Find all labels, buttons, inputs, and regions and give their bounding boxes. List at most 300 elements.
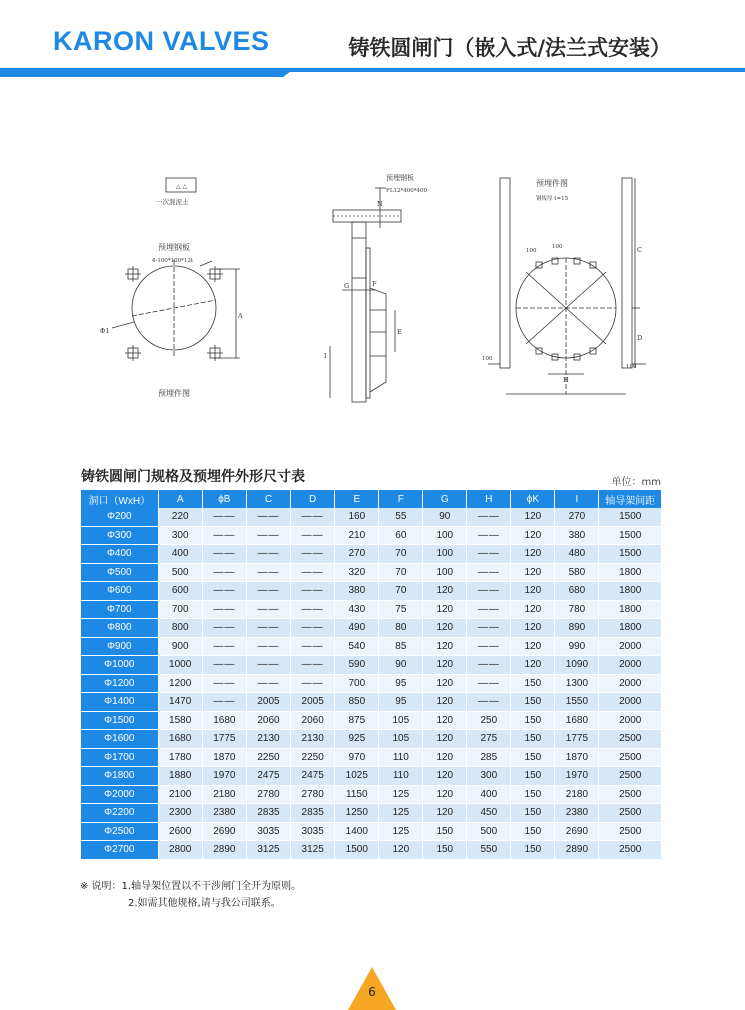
- col-header-e: E: [335, 490, 379, 508]
- table-cell: ——: [291, 637, 335, 656]
- table-cell: 150: [511, 785, 555, 804]
- table-cell: 990: [555, 637, 599, 656]
- table-row: [81, 526, 662, 545]
- table-cell: 1580: [158, 711, 202, 730]
- table-cell: ——: [467, 582, 511, 601]
- table-cell-opening: Φ2000: [81, 785, 158, 804]
- table-cell: 150: [511, 693, 555, 712]
- table-cell: 105: [379, 730, 423, 749]
- table-cell: 2000: [599, 637, 662, 656]
- dim-phi: Φ1: [100, 327, 110, 335]
- col-header-g: G: [423, 490, 467, 508]
- label-plate-top-spec: FL12*400*400: [386, 188, 427, 194]
- front-elevation-view: [488, 178, 646, 394]
- table-cell: 1800: [599, 600, 662, 619]
- table-cell: 1800: [599, 619, 662, 638]
- table-cell: 2835: [291, 804, 335, 823]
- table-cell: 120: [511, 545, 555, 564]
- table-cell: 275: [467, 730, 511, 749]
- table-cell: ——: [467, 600, 511, 619]
- table-cell-opening: Φ500: [81, 563, 158, 582]
- table-cell: 1300: [555, 674, 599, 693]
- table-row: [81, 600, 662, 619]
- page-title: 铸铁圆闸门（嵌入式/法兰式安装）: [348, 36, 671, 60]
- table-cell: 600: [158, 582, 202, 601]
- table-cell: 2780: [291, 785, 335, 804]
- table-cell: 150: [511, 674, 555, 693]
- note-line-1: ※ 说明：1.轴导架位置以不干涉闸门全开为原则。: [80, 881, 302, 892]
- label-plate-spec: 4-100*100*12t: [152, 258, 194, 264]
- table-cell: 270: [555, 508, 599, 526]
- table-row: [81, 582, 662, 601]
- table-cell: ——: [246, 526, 290, 545]
- table-cell: 150: [423, 822, 467, 841]
- table-cell: ——: [291, 582, 335, 601]
- table-cell: ——: [246, 563, 290, 582]
- table-cell-opening: Φ700: [81, 600, 158, 619]
- table-cell: 2130: [246, 730, 290, 749]
- table-cell: 1775: [202, 730, 246, 749]
- table-cell: ——: [467, 656, 511, 675]
- table-cell: ——: [246, 508, 290, 526]
- dim-c: C: [637, 246, 642, 254]
- table-cell-opening: Φ1600: [81, 730, 158, 749]
- table-cell: 85: [379, 637, 423, 656]
- table-cell: 95: [379, 674, 423, 693]
- table-cell: 3035: [291, 822, 335, 841]
- dim-100-right: 100: [626, 364, 637, 370]
- header-accent-wedge: [0, 68, 295, 77]
- table-cell-opening: Φ600: [81, 582, 158, 601]
- table-cell: 160: [335, 508, 379, 526]
- table-cell: 110: [379, 748, 423, 767]
- table-row: [81, 711, 662, 730]
- table-header-row: [81, 490, 662, 508]
- table-cell: 2380: [202, 804, 246, 823]
- table-cell: 380: [555, 526, 599, 545]
- table-cell: 580: [555, 563, 599, 582]
- table-row: [81, 730, 662, 749]
- page-number: 6: [368, 985, 376, 999]
- table-cell: ——: [467, 526, 511, 545]
- table-cell: 2835: [246, 804, 290, 823]
- table-cell: ——: [291, 508, 335, 526]
- table-cell: 70: [379, 545, 423, 564]
- label-thickness: 钢板厚 t=15: [536, 196, 569, 202]
- table-cell: 1970: [202, 767, 246, 786]
- table-cell: ——: [246, 619, 290, 638]
- table-cell: ——: [202, 693, 246, 712]
- table-cell: 1025: [335, 767, 379, 786]
- table-row: [81, 545, 662, 564]
- table-cell: 1000: [158, 656, 202, 675]
- table-cell: ——: [246, 545, 290, 564]
- table-row: [81, 785, 662, 804]
- table-cell: 2180: [202, 785, 246, 804]
- table-cell: 1870: [202, 748, 246, 767]
- dim-e: E: [397, 328, 402, 336]
- table-cell-opening: Φ1000: [81, 656, 158, 675]
- anchor-plate-tl: [125, 266, 141, 282]
- table-cell: ——: [246, 656, 290, 675]
- table-cell: 125: [379, 804, 423, 823]
- table-cell: ——: [202, 656, 246, 675]
- table-cell: 1500: [335, 841, 379, 860]
- table-cell-opening: Φ400: [81, 545, 158, 564]
- table-cell: 120: [423, 767, 467, 786]
- table-cell: 100: [423, 545, 467, 564]
- table-cell: 2250: [291, 748, 335, 767]
- table-cell: 2000: [599, 693, 662, 712]
- table-cell: 125: [379, 785, 423, 804]
- table-cell: 70: [379, 582, 423, 601]
- table-title: 铸铁圆闸门规格及预埋件外形尺寸表: [81, 469, 305, 485]
- table-cell: 890: [555, 619, 599, 638]
- table-cell: 300: [467, 767, 511, 786]
- table-cell: 970: [335, 748, 379, 767]
- table-cell: 380: [335, 582, 379, 601]
- table-cell: 120: [511, 563, 555, 582]
- table-cell-opening: Φ1800: [81, 767, 158, 786]
- company-logo: KARON VALVES: [53, 26, 270, 56]
- table-cell: 120: [511, 582, 555, 601]
- table-cell: ——: [291, 674, 335, 693]
- table-cell: 120: [511, 526, 555, 545]
- table-cell: 2180: [555, 785, 599, 804]
- table-cell: 1150: [335, 785, 379, 804]
- dim-d: D: [637, 334, 643, 342]
- table-cell: 2890: [202, 841, 246, 860]
- table-cell-opening: Φ900: [81, 637, 158, 656]
- table-cell: 2500: [599, 730, 662, 749]
- table-cell: ——: [246, 582, 290, 601]
- table-cell-opening: Φ800: [81, 619, 158, 638]
- table-cell: 2800: [158, 841, 202, 860]
- table-cell: 120: [379, 841, 423, 860]
- table-cell: 150: [511, 711, 555, 730]
- col-header-c: C: [246, 490, 290, 508]
- table-cell: 150: [511, 841, 555, 860]
- label-concrete: 一次混泥土: [156, 198, 189, 206]
- label-embedded-right: 预埋件图: [536, 179, 568, 188]
- table-cell: 2780: [246, 785, 290, 804]
- table-cell: 150: [511, 730, 555, 749]
- table-cell: 1775: [555, 730, 599, 749]
- table-unit: 单位：mm: [611, 477, 661, 488]
- col-header-h: H: [467, 490, 511, 508]
- table-cell: 490: [335, 619, 379, 638]
- table-row: [81, 841, 662, 860]
- dim-a: A: [238, 312, 243, 320]
- table-cell: 875: [335, 711, 379, 730]
- notes: [80, 878, 301, 912]
- table-cell: 2000: [599, 711, 662, 730]
- table-cell: 925: [335, 730, 379, 749]
- table-cell-opening: Φ200: [81, 508, 158, 526]
- dim-100-top-left: 100: [526, 248, 537, 254]
- label-embedded-view: 预埋件图: [158, 389, 190, 398]
- table-cell: 1500: [599, 545, 662, 564]
- table-cell: ——: [202, 508, 246, 526]
- table-cell: 220: [158, 508, 202, 526]
- table-cell: 2600: [158, 822, 202, 841]
- table-cell: ——: [246, 600, 290, 619]
- table-row: [81, 656, 662, 675]
- table-cell: 1800: [599, 563, 662, 582]
- table-cell: 2475: [291, 767, 335, 786]
- table-cell-opening: Φ1200: [81, 674, 158, 693]
- table-cell: 270: [335, 545, 379, 564]
- table-cell: 590: [335, 656, 379, 675]
- table-cell: ——: [202, 545, 246, 564]
- table-cell: 2130: [291, 730, 335, 749]
- table-cell: 150: [423, 841, 467, 860]
- table-cell: ——: [202, 563, 246, 582]
- table-row: [81, 674, 662, 693]
- table-cell: ——: [291, 600, 335, 619]
- table-cell: 285: [467, 748, 511, 767]
- note-line-2: 2.如需其他规格,请与我公司联系。: [128, 898, 281, 909]
- table-cell: 2500: [599, 748, 662, 767]
- table-cell: 700: [158, 600, 202, 619]
- table-cell: 780: [555, 600, 599, 619]
- table-cell: 2890: [555, 841, 599, 860]
- table-cell: ——: [467, 674, 511, 693]
- table-cell: 90: [379, 656, 423, 675]
- table-cell: 120: [423, 711, 467, 730]
- col-header-guide-spacing: 轴导架间距: [599, 490, 662, 508]
- table-cell: 250: [467, 711, 511, 730]
- table-cell: 105: [379, 711, 423, 730]
- table-cell: 1880: [158, 767, 202, 786]
- table-cell: 75: [379, 600, 423, 619]
- table-cell: 80: [379, 619, 423, 638]
- table-cell: 120: [511, 600, 555, 619]
- col-header-a: A: [158, 490, 202, 508]
- table-cell: 500: [467, 822, 511, 841]
- table-cell: 1500: [599, 526, 662, 545]
- table-cell: 70: [379, 563, 423, 582]
- table-cell: 1680: [158, 730, 202, 749]
- table-cell: 3125: [291, 841, 335, 860]
- table-cell: 400: [467, 785, 511, 804]
- svg-text:△ △: △ △: [176, 183, 188, 190]
- table-body: [81, 508, 662, 859]
- table-cell: 1970: [555, 767, 599, 786]
- table-cell: ——: [246, 637, 290, 656]
- dim-g: G: [344, 282, 350, 290]
- col-header-d: D: [291, 490, 335, 508]
- table-cell: ——: [202, 674, 246, 693]
- table-cell: ——: [291, 619, 335, 638]
- table-cell: ——: [467, 637, 511, 656]
- table-cell: ——: [202, 637, 246, 656]
- table-cell: 550: [467, 841, 511, 860]
- table-cell: 1200: [158, 674, 202, 693]
- table-cell: ——: [202, 582, 246, 601]
- table-cell: 120: [423, 785, 467, 804]
- table-cell: 480: [555, 545, 599, 564]
- table-cell: 2005: [291, 693, 335, 712]
- col-header-k: ϕK: [511, 490, 555, 508]
- side-section-view: [330, 188, 401, 402]
- table-cell: 2380: [555, 804, 599, 823]
- table-cell: ——: [202, 600, 246, 619]
- table-cell: 2250: [246, 748, 290, 767]
- table-cell: 95: [379, 693, 423, 712]
- table-cell: ——: [467, 693, 511, 712]
- table-cell: 210: [335, 526, 379, 545]
- table-cell-opening: Φ1400: [81, 693, 158, 712]
- table-cell: 2100: [158, 785, 202, 804]
- table-cell: 450: [467, 804, 511, 823]
- table-cell: ——: [246, 674, 290, 693]
- table-cell: 2500: [599, 785, 662, 804]
- dim-f: F: [372, 280, 377, 288]
- table-cell-opening: Φ300: [81, 526, 158, 545]
- table-cell: 120: [511, 619, 555, 638]
- table-cell: 60: [379, 526, 423, 545]
- table-cell: 1470: [158, 693, 202, 712]
- dim-i: I: [324, 352, 327, 360]
- table-cell: 150: [511, 767, 555, 786]
- table-cell: 700: [335, 674, 379, 693]
- table-cell: 430: [335, 600, 379, 619]
- table-cell: ——: [202, 619, 246, 638]
- dim-100-top: 100: [552, 244, 563, 250]
- table-cell: 55: [379, 508, 423, 526]
- table-cell: 500: [158, 563, 202, 582]
- table-cell-opening: Φ2700: [81, 841, 158, 860]
- table-cell: 2000: [599, 674, 662, 693]
- table-cell-opening: Φ2200: [81, 804, 158, 823]
- table-cell: ——: [291, 526, 335, 545]
- table-row: [81, 508, 662, 526]
- table-cell: 150: [511, 822, 555, 841]
- table-cell: 120: [423, 804, 467, 823]
- table-row: [81, 822, 662, 841]
- table-cell: ——: [291, 656, 335, 675]
- table-row: [81, 748, 662, 767]
- table-cell: 1800: [599, 582, 662, 601]
- table-cell: 1680: [202, 711, 246, 730]
- table-cell: 150: [511, 804, 555, 823]
- table-cell: 120: [511, 656, 555, 675]
- table-cell-opening: Φ2500: [81, 822, 158, 841]
- table-cell: 850: [335, 693, 379, 712]
- table-cell: 3035: [246, 822, 290, 841]
- table-cell: ——: [291, 563, 335, 582]
- table-cell: ——: [291, 545, 335, 564]
- table-cell: 150: [511, 748, 555, 767]
- table-cell: ——: [467, 508, 511, 526]
- table-cell: 680: [555, 582, 599, 601]
- table-cell: 120: [423, 637, 467, 656]
- table-cell: 2300: [158, 804, 202, 823]
- table-cell: 540: [335, 637, 379, 656]
- col-header-opening: 洞口（WxH）: [81, 490, 158, 508]
- table-row: [81, 563, 662, 582]
- table-row: [81, 637, 662, 656]
- table-cell: 125: [379, 822, 423, 841]
- table-cell: 1250: [335, 804, 379, 823]
- table-cell: 3125: [246, 841, 290, 860]
- technical-drawing: [90, 168, 660, 410]
- table-cell: 2475: [246, 767, 290, 786]
- table-cell: 120: [423, 656, 467, 675]
- dim-h: H: [563, 376, 569, 384]
- table-cell: 2000: [599, 656, 662, 675]
- anchor-plate-bl: [125, 345, 141, 361]
- col-header-i: I: [555, 490, 599, 508]
- anchor-plate-tr: [207, 266, 223, 282]
- table-cell: 2060: [246, 711, 290, 730]
- table-cell: 2690: [202, 822, 246, 841]
- table-cell: 320: [335, 563, 379, 582]
- table-cell: 120: [423, 600, 467, 619]
- anchor-plate-br: [207, 345, 223, 361]
- table-cell: 2690: [555, 822, 599, 841]
- table-cell: 90: [423, 508, 467, 526]
- table-cell: ——: [202, 526, 246, 545]
- table-cell: 120: [423, 619, 467, 638]
- table-cell: 2500: [599, 822, 662, 841]
- table-row: [81, 619, 662, 638]
- table-cell: 2060: [291, 711, 335, 730]
- table-cell: ——: [467, 545, 511, 564]
- table-cell: 120: [423, 582, 467, 601]
- table-cell: 100: [423, 526, 467, 545]
- table-cell: 300: [158, 526, 202, 545]
- table-row: [81, 767, 662, 786]
- table-cell: 120: [423, 730, 467, 749]
- dim-n: N: [377, 200, 383, 208]
- table-cell: 400: [158, 545, 202, 564]
- dim-100-left: 100: [482, 356, 493, 362]
- table-cell: 1680: [555, 711, 599, 730]
- col-header-f: F: [379, 490, 423, 508]
- table-cell: 120: [511, 508, 555, 526]
- table-cell: 120: [511, 637, 555, 656]
- table-cell: 1780: [158, 748, 202, 767]
- table-cell: 1090: [555, 656, 599, 675]
- table-cell: 800: [158, 619, 202, 638]
- table-cell: 1550: [555, 693, 599, 712]
- table-cell: 120: [423, 693, 467, 712]
- table-cell: 2005: [246, 693, 290, 712]
- table-cell: 110: [379, 767, 423, 786]
- table-cell: 100: [423, 563, 467, 582]
- table-cell: 120: [423, 748, 467, 767]
- table-cell: 2500: [599, 767, 662, 786]
- spec-table: [81, 490, 662, 860]
- table-cell: 900: [158, 637, 202, 656]
- table-cell: 1870: [555, 748, 599, 767]
- label-embedded-plate: 预埋钢板: [158, 243, 190, 252]
- table-cell-opening: Φ1500: [81, 711, 158, 730]
- table-cell: 2500: [599, 841, 662, 860]
- table-cell: ——: [467, 619, 511, 638]
- table-cell: 1400: [335, 822, 379, 841]
- table-row: [81, 693, 662, 712]
- label-plate-top: 预埋钢板: [386, 174, 414, 182]
- table-cell: 120: [423, 674, 467, 693]
- table-cell-opening: Φ1700: [81, 748, 158, 767]
- table-cell: ——: [467, 563, 511, 582]
- table-row: [81, 804, 662, 823]
- table-cell: 2500: [599, 804, 662, 823]
- col-header-b: ϕB: [202, 490, 246, 508]
